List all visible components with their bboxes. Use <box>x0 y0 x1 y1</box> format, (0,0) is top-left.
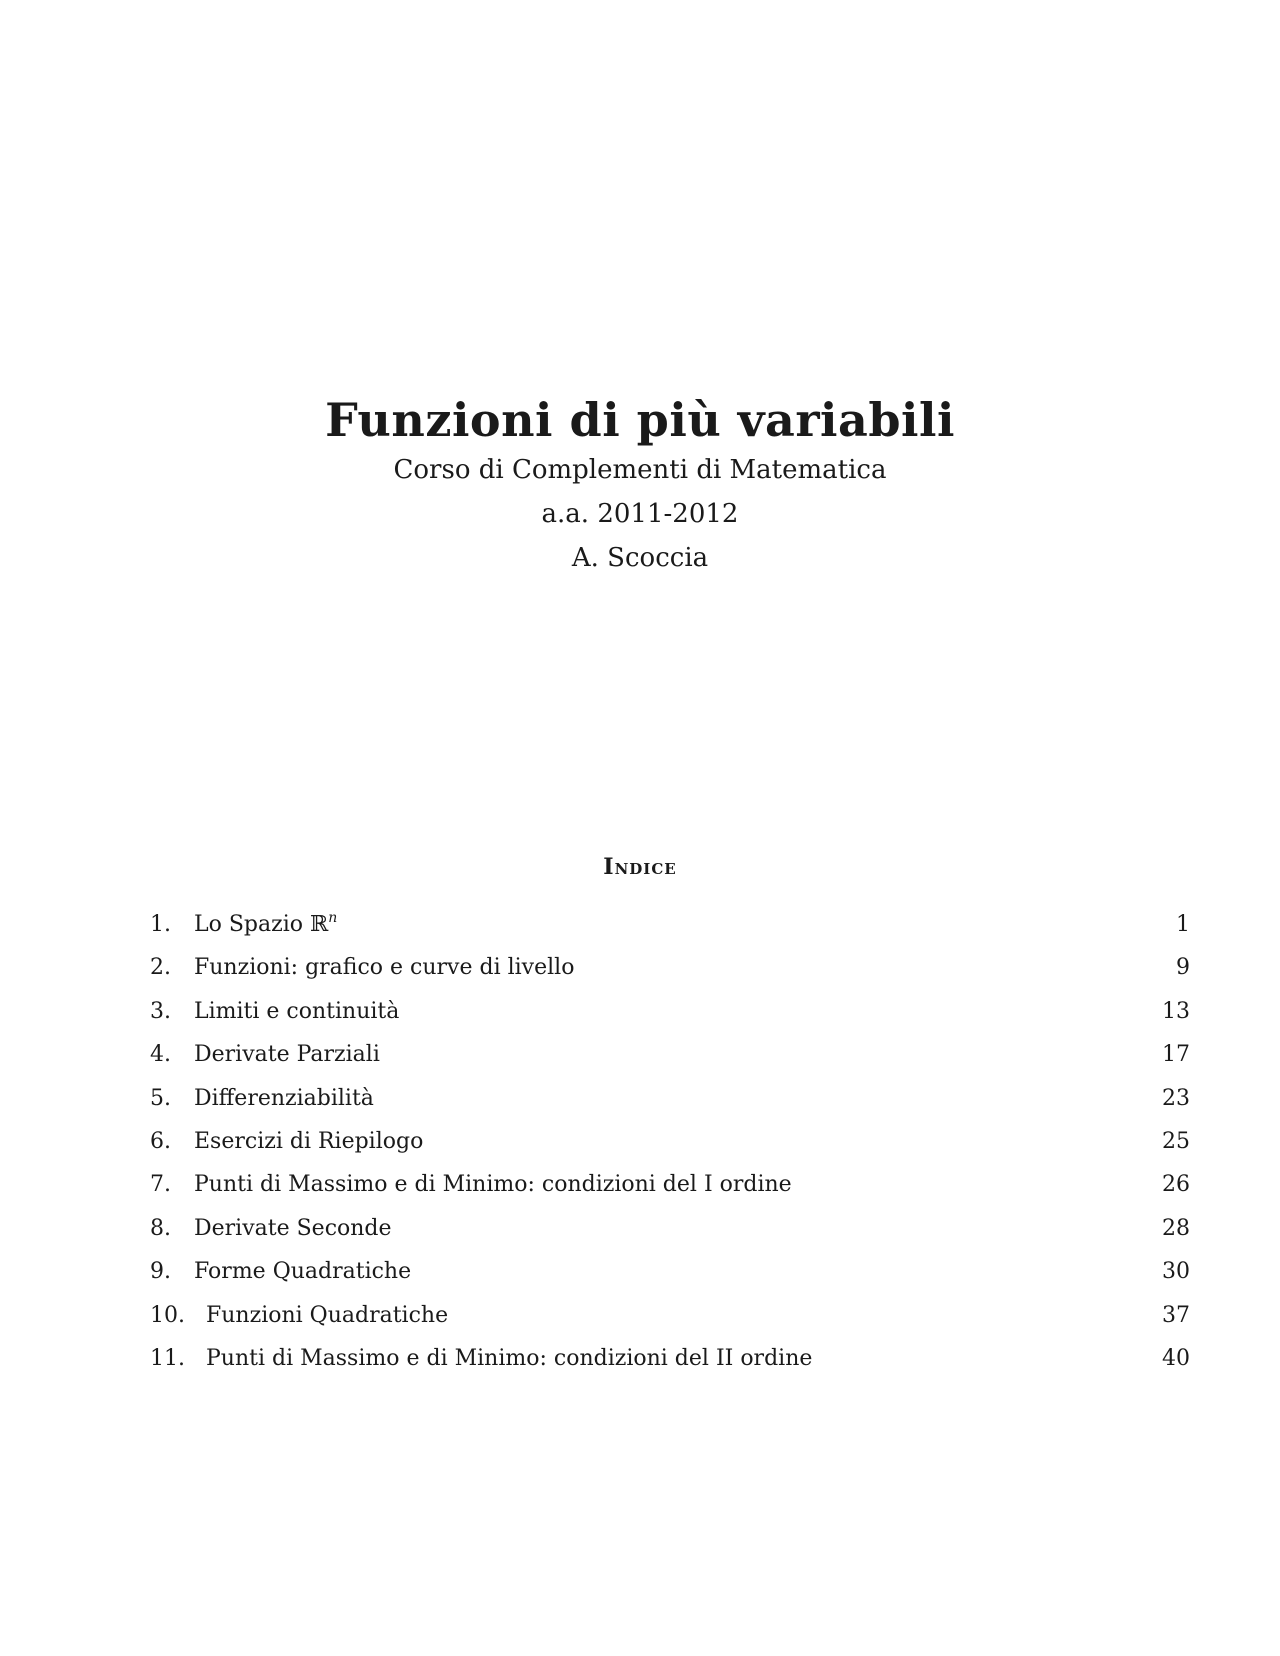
document-title: Funzioni di più variabili <box>325 393 955 447</box>
toc-entry-number: 2. <box>150 955 171 981</box>
toc-entry-number: 3. <box>150 998 171 1024</box>
toc-entry[interactable] <box>150 1259 1190 1302</box>
toc-entry-title-text: Lo Spazio ℝ <box>194 912 329 937</box>
toc-entry-title: Punti di Massimo e di Minimo: condizioni del I ordine <box>194 1172 792 1198</box>
toc-entry-page: 37 <box>1162 1302 1190 1328</box>
toc-entry[interactable] <box>150 1129 1190 1172</box>
toc-entry-number: 10. <box>150 1302 185 1328</box>
toc-entry[interactable] <box>150 1086 1190 1129</box>
academic-year: a.a. 2011-2012 <box>541 499 739 529</box>
toc-entry[interactable] <box>150 999 1190 1042</box>
toc-entry-title: Derivate Parziali <box>194 1042 380 1068</box>
toc-entry-page: 13 <box>1162 998 1190 1024</box>
table-of-contents <box>150 912 1190 1389</box>
toc-entry-page: 28 <box>1162 1215 1190 1241</box>
toc-entry-page: 9 <box>1176 955 1190 981</box>
toc-entry[interactable] <box>150 1216 1190 1259</box>
toc-entry-title: Funzioni: grafico e curve di livello <box>194 955 575 981</box>
toc-entry-title: Funzioni Quadratiche <box>206 1302 449 1328</box>
toc-entry-title: Differenziabilità <box>194 1085 374 1111</box>
title-block <box>0 392 1280 580</box>
toc-entry-page: 23 <box>1162 1085 1190 1111</box>
toc-entry-title: Derivate Seconde <box>194 1215 392 1241</box>
toc-entry[interactable] <box>150 1042 1190 1085</box>
course-name: Corso di Complementi di Matematica <box>393 455 887 485</box>
toc-entry-page: 1 <box>1176 912 1190 937</box>
toc-entry-title <box>194 912 1150 937</box>
toc-entry-title: Esercizi di Riepilogo <box>194 1128 424 1154</box>
toc-entry-page: 26 <box>1162 1172 1190 1198</box>
toc-entry-page: 40 <box>1162 1345 1190 1371</box>
toc-entry-title: Limiti e continuità <box>194 998 400 1024</box>
toc-entry[interactable] <box>150 955 1190 998</box>
toc-entry-number: 6. <box>150 1128 171 1154</box>
toc-entry-number: 9. <box>150 1259 171 1285</box>
toc-entry-title: Forme Quadratiche <box>194 1259 412 1285</box>
toc-entry[interactable] <box>150 1303 1190 1346</box>
toc-entry[interactable] <box>150 912 1190 955</box>
toc-entry-number: 5. <box>150 1085 171 1111</box>
toc-entry-number: 11. <box>150 1345 185 1371</box>
toc-entry-number: 8. <box>150 1215 171 1241</box>
toc-entry-page: 25 <box>1162 1128 1190 1154</box>
toc-entry-title: Punti di Massimo e di Minimo: condizioni del II ordine <box>206 1345 813 1371</box>
toc-entry-page: 30 <box>1162 1259 1190 1285</box>
toc-entry-number: 4. <box>150 1042 171 1068</box>
author-name: A. Scoccia <box>571 543 709 573</box>
toc-heading: Indice <box>603 854 677 880</box>
toc-entry-number: 1. <box>150 912 171 937</box>
toc-entry-page: 17 <box>1162 1042 1190 1068</box>
toc-entry-number: 7. <box>150 1172 171 1198</box>
toc-entry[interactable] <box>150 1172 1190 1215</box>
toc-entry-superscript: n <box>328 910 338 926</box>
toc-entry[interactable] <box>150 1346 1190 1389</box>
